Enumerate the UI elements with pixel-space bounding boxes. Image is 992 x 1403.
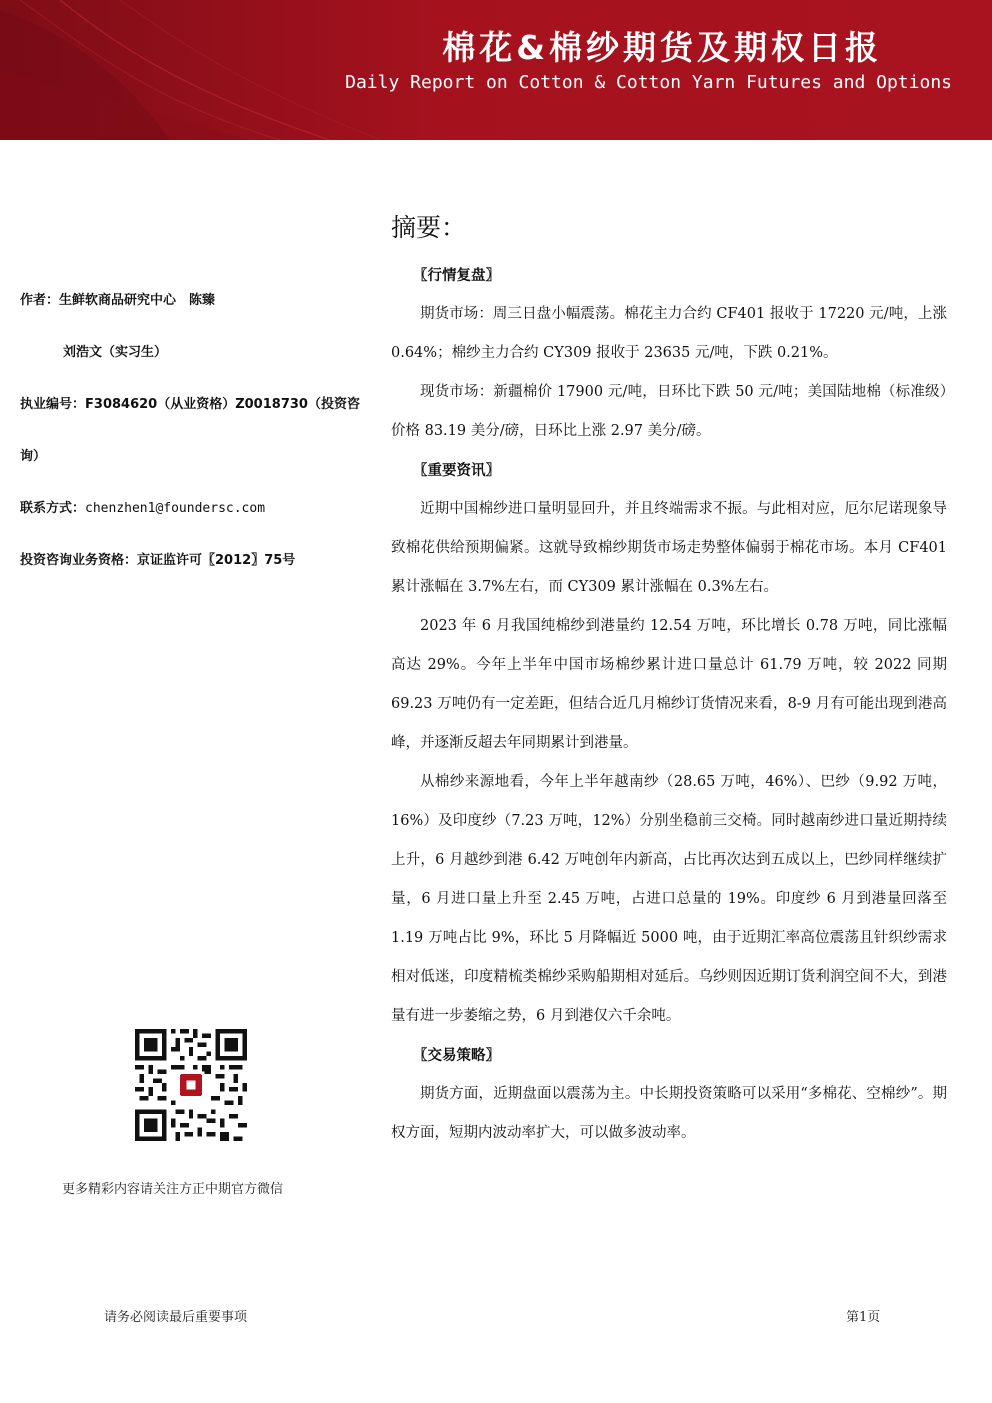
qualification-line: [20, 546, 375, 598]
header-band-graphic: [0, 0, 992, 140]
paragraph-strategy: 期货方面，近期盘面以震荡为主。中长期投资策略可以采用“多棉花、空棉纱”。期权方面，短期内波动率扩大，可以做多波动率。: [391, 1086, 947, 1141]
paragraph-spot-market: 现货市场：新疆棉价 17900 元/吨，日环比下跌 50 元/吨；美国陆地棉（标准级）价格 83.19 美分/磅，日环比上涨 2.97 美分/磅。: [391, 384, 947, 439]
contact-email[interactable]: chenzhen1@foundersc.com: [85, 501, 266, 516]
author-info: [20, 286, 375, 598]
section-heading-trading-strategy: 〖交易策略〗: [413, 1047, 500, 1064]
author-intern: 刘浩文（实习生）: [63, 345, 168, 360]
section-heading-market-review: 〖行情复盘〗: [413, 267, 500, 284]
summary-section: [391, 205, 947, 1153]
license-line: [20, 390, 375, 442]
page-number: 第1页: [846, 1310, 881, 1325]
contact-label: 联系方式：: [20, 501, 86, 516]
report-header: [0, 0, 992, 140]
qualification-value: 京证监许可〖2012〗75号: [137, 553, 296, 568]
qr-caption: 更多精彩内容请关注方正中期官方微信: [62, 1182, 284, 1197]
qualification-label: 投资咨询业务资格：: [20, 553, 138, 568]
author-line: [20, 286, 375, 338]
paragraph-news-3: 从棉纱来源地看，今年上半年越南纱（28.65 万吨，46%）、巴纱（9.92 万吨，16%）及印度纱（7.23 万吨，12%）分别坐稳前三交椅。同时越南纱进口量近期持续上升，6 月越纱到港 6.42 万吨创年内新高，占比再次达到五成以上，巴纱同样继续扩量，6 月进口量上升至 2.45 万吨，占进口总量的 19%。印度纱 6 月到港量回落至 1.19 万吨占比 9%，环比 5 月降幅近 5000 吨，由于近期汇率高位震荡且针织纱需求相对低迷，印度精梳类棉纱采购船期相对延后。乌纱则因近期订货利润空间不大，到港量有进一步萎缩之势，6 月到港仅六千余吨。: [391, 774, 947, 1024]
paragraph-news-1: 近期中国棉纱进口量明显回升，并且终端需求不振。与此相对应，厄尔尼诺现象导致棉花供给预期偏紧。这就导致棉纱期货市场走势整体偏弱于棉花市场。本月 CF401 累计涨幅在 3.7%左右，而 CY309 累计涨幅在 0.3%左右。: [391, 501, 947, 595]
report-title-cn: 棉花&棉纱期货及期权日报: [442, 28, 882, 67]
summary-title: 摘要：: [391, 213, 467, 242]
footer-notice: 请务必阅读最后重要事项: [104, 1310, 248, 1325]
paragraph-futures-market: 期货市场：周三日盘小幅震荡。棉花主力合约 CF401 报收于 17220 元/吨，上涨 0.64%；棉纱主力合约 CY309 报收于 23635 元/吨，下跌 0.21%。: [391, 306, 947, 361]
author-label: 作者：: [20, 293, 60, 308]
paragraph-news-2: 2023 年 6 月我国纯棉纱到港量约 12.54 万吨，环比增长 0.78 万吨，同比涨幅高达 29%。今年上半年中国市场棉纱累计进口量总计 61.79 万吨，较 2022 同期 69.23 万吨仍有一定差距，但结合近几月棉纱订货情况来看，8-9 月有可能出现到港高峰，并逐渐反超去年同期累计到港量。: [391, 618, 947, 751]
section-heading-key-news: 〖重要资讯〗: [413, 462, 500, 479]
contact-line: [20, 494, 375, 546]
license-label: 执业编号：: [20, 397, 86, 412]
license-value: F3084620（从业资格）Z0018730（投资咨: [85, 397, 360, 412]
qr-code-icon: [135, 1029, 247, 1141]
license-continuation: 询）: [20, 449, 47, 464]
report-title-en: Daily Report on Cotton & Cotton Yarn Futures and Options: [345, 72, 952, 93]
author-value: 生鲜软商品研究中心 陈臻: [59, 293, 216, 308]
